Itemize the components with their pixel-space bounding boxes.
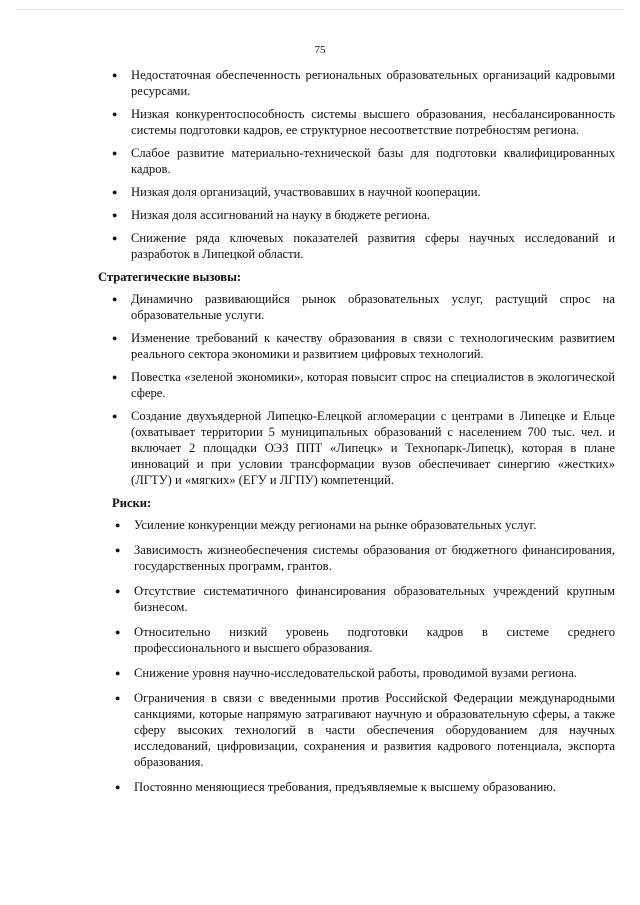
list-item: ● Низкая конкурентоспособность системы высшего образования, несбалансированность системы подготовки кадров, ее структурное несоответствие потребностям региона. (98, 106, 615, 138)
list-item: ● Недостаточная обеспеченность региональных образовательных организаций кадровыми ресурсами. (98, 67, 615, 99)
list-item: ● Слабое развитие материально-технической базы для подготовки квалифицированных кадров. (98, 145, 615, 177)
list-item: ● Постоянно меняющиеся требования, предъявляемые к высшему образованию. (98, 779, 615, 795)
list-item: ● Снижение ряда ключевых показателей развития сферы научных исследований и разработок в Липецкой области. (98, 230, 615, 262)
list-item: ● Относительно низкий уровень подготовки кадров в системе среднего профессионального и высшего образования. (98, 624, 615, 656)
risks-list (98, 517, 615, 795)
page-content (98, 67, 615, 804)
list-item: ● Отсутствие систематичного финансирования образовательных учреждений крупным бизнесом. (98, 583, 615, 615)
challenges-list (98, 291, 615, 488)
section-heading-risks: Риски: (112, 496, 152, 510)
list-item: ● Создание двухъядерной Липецко-Елецкой агломерации с центрами в Липецке и Ельце (охватывает территории 5 муниципальных образований с населением 700 тыс. чел. и включает 2 площадки ОЭЗ ППТ «Липецк» и Технопарк-Липецк), которая в плане инноваций и при условии трансформации вузов обеспечивает синергию «жестких» (ЛГТУ) и «мягких» (ЕГУ и ЛГПУ) компетенций. (98, 408, 615, 488)
list-item: ● Ограничения в связи с введенными против Российской Федерации международными санкциями, которые напрямую затрагивают научную и образовательную сферы, а также сферу высоких технологий в части обеспечения оборудованием для научных исследований, цифровизации, сохранения и развития кадрового потенциала, экспорта образования. (98, 690, 615, 770)
scan-edge-line (16, 9, 624, 10)
list-item: ● Динамично развивающийся рынок образовательных услуг, растущий спрос на образовательные услуги. (98, 291, 615, 323)
list-item: ● Повестка «зеленой экономики», которая повысит спрос на специалистов в экологической сфере. (98, 369, 615, 401)
list-item: ● Низкая доля ассигнований на науку в бюджете региона. (98, 207, 615, 223)
list-item: ● Зависимость жизнеобеспечения системы образования от бюджетного финансирования, государственных программ, грантов. (98, 542, 615, 574)
list-item: ● Усиление конкуренции между регионами на рынке образовательных услуг. (98, 517, 615, 533)
list-item: ● Снижение уровня научно-исследовательской работы, проводимой вузами региона. (98, 665, 615, 681)
weaknesses-list (98, 67, 615, 262)
list-item: ● Низкая доля организаций, участвовавших в научной кооперации. (98, 184, 615, 200)
page-number: 75 (314, 44, 326, 56)
section-heading-challenges: Стратегические вызовы: (98, 270, 242, 284)
risks-section (98, 495, 615, 795)
list-item: ● Изменение требований к качеству образования в связи с технологическим развитием реального сектора экономики и развитием цифровых технологий. (98, 330, 615, 362)
